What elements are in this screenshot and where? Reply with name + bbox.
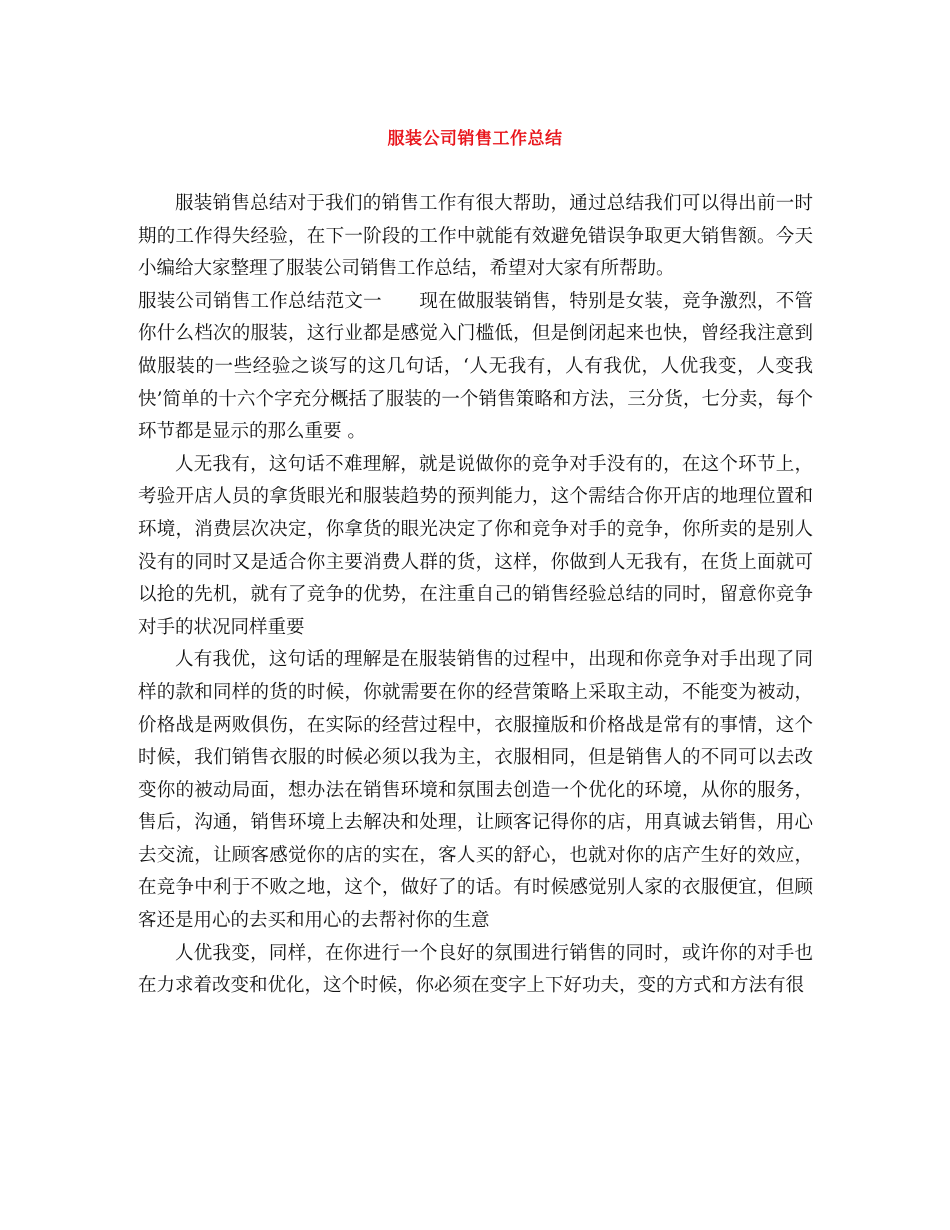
paragraph-ren-you-wo-bian: 人优我变，同样，在你进行一个良好的氛围进行销售的同时，或许你的对手也在力求着改变和优化，这个时候，你必须在变字上下好功夫，变的方式和方法有很 — [138, 942, 813, 997]
document-body — [138, 188, 813, 1003]
paragraph-ren-wu-wo-you: 人无我有，这句话不难理解，就是说做你的竞争对手没有的，在这个环节上，考验开店人员的拿货眼光和服装趋势的预判能力，这个需结合你开店的地理位置和环境，消费层次决定，你拿货的眼光决定了你和竞争对手的竞争，你所卖的是别人没有的同时又是适合你主要消费人群的货，这样，你做到人无我有，在货上面就可以抢的先机，就有了竞争的优势，在注重自己的销售经验总结的同时，留意你竞争对手的状况同样重要 — [138, 453, 813, 638]
document-title: 服装公司销售工作总结 — [387, 129, 563, 149]
sample-one-paragraph: 服装公司销售工作总结范文一 现在做服装销售，特别是女装，竞争激烈，不管你什么档次的服装，这行业都是感觉入门槛低，但是倒闭起来也快，曾经我注意到做服装的一些经验之谈写的这几句话，‘人无我有，人有我优，人优我变，人变我快’简单的十六个字充分概括了服装的一个销售策略和方法，三分货，七分卖，每个环节都是显示的那么重要 。 — [138, 290, 813, 443]
intro-paragraph: 服装销售总结对于我们的销售工作有很大帮助，通过总结我们可以得出前一时期的工作得失经验，在下一阶段的工作中就能有效避免错误争取更大销售额。今天小编给大家整理了服装公司销售工作总结，希望对大家有所帮助。 — [138, 193, 813, 280]
paragraph-ren-you-wo-you: 人有我优，这句话的理解是在服装销售的过程中，出现和你竞争对手出现了同样的款和同样的货的时候，你就需要在你的经营策略上采取主动，不能变为被动，价格战是两败俱伤，在实际的经营过程中，衣服撞版和价格战是常有的事情，这个时候，我们销售衣服的时候必须以我为主，衣服相同，但是销售人的不同可以去改变你的被动局面，想办法在销售环境和氛围去创造一个优化的环境，从你的服务，售后，沟通，销售环境上去解决和处理，让顾客记得你的店，用真诚去销售，用心去交流，让顾客感觉你的店的实在，客人买的舒心，也就对你的店产生好的效应，在竞争中利于不败之地，这个，做好了的话。有时候感觉别人家的衣服便宜，但顾客还是用心的去买和用心的去帮衬你的生意 — [138, 649, 813, 932]
